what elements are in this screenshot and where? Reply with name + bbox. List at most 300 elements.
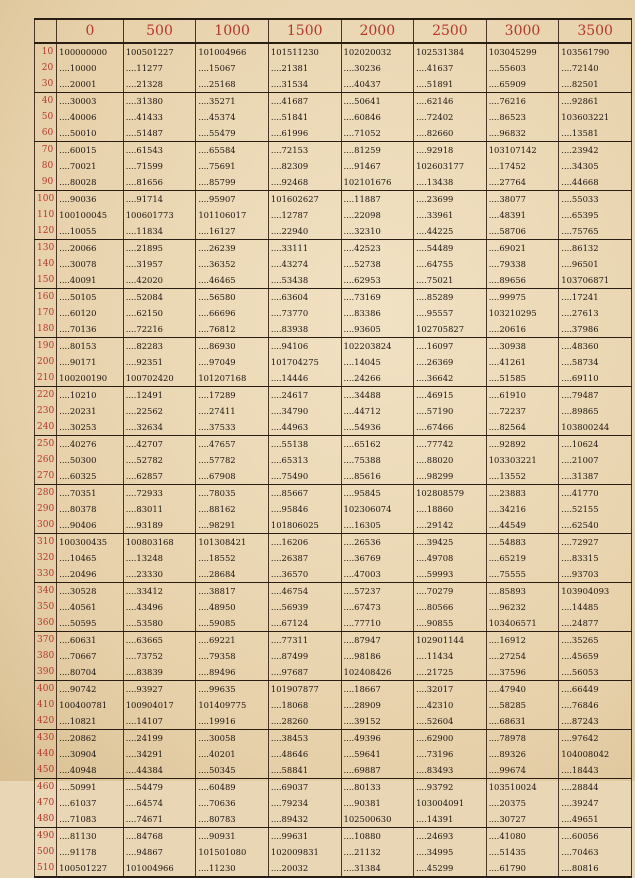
table-cell: ....37596 — [486, 664, 559, 681]
table-cell: ....62540 — [559, 517, 632, 534]
table-cell: ....68631 — [486, 713, 559, 730]
table-cell: ....85667 — [268, 485, 341, 502]
table-cell: ....50010 — [57, 125, 124, 142]
table-cell: ....80816 — [559, 860, 632, 877]
table-cell: ....62150 — [123, 305, 196, 321]
table-cell: ....43274 — [268, 256, 341, 272]
table-cell: ....26387 — [268, 550, 341, 566]
table-cell: ....80133 — [341, 779, 414, 796]
table-cell: ....39247 — [559, 795, 632, 811]
table-cell: ....94867 — [123, 844, 196, 860]
table-cell: ....60631 — [57, 632, 124, 649]
table-cell: ....31534 — [268, 76, 341, 93]
table-cell: ....96501 — [559, 256, 632, 272]
table-cell: ....79358 — [196, 648, 269, 664]
table-cell: 101511230 — [268, 43, 341, 60]
table-row — [35, 387, 632, 404]
table-cell: ....21895 — [123, 240, 196, 257]
table-cell: ....87499 — [268, 648, 341, 664]
table-cell: ....82564 — [486, 419, 559, 436]
table-cell: ....75021 — [414, 272, 487, 289]
table-cell: ....16097 — [414, 338, 487, 355]
table-cell: ....67473 — [341, 599, 414, 615]
table-cell: ....17241 — [559, 289, 632, 306]
table-cell: 103510024 — [486, 779, 559, 796]
table-cell: ....86132 — [559, 240, 632, 257]
table-cell: ....23942 — [559, 142, 632, 159]
table-cell: ....99635 — [196, 681, 269, 698]
table-cell: ....18068 — [268, 697, 341, 713]
table-cell: 102808579 — [414, 485, 487, 502]
table-row — [35, 468, 632, 485]
table-cell: ....43496 — [123, 599, 196, 615]
table-cell: ....40201 — [196, 746, 269, 762]
table-cell: ....40091 — [57, 272, 124, 289]
table-cell: ....73196 — [414, 746, 487, 762]
table-cell: ....18443 — [559, 762, 632, 779]
row-label: 350 — [35, 599, 57, 615]
table-cell: ....45659 — [559, 648, 632, 664]
table-cell: ....93927 — [123, 681, 196, 698]
table-cell: ....27764 — [486, 174, 559, 191]
table-row — [35, 370, 632, 387]
table-cell: ....23883 — [486, 485, 559, 502]
table-cell: 103904093 — [559, 583, 632, 600]
table-row — [35, 534, 632, 551]
table-cell: ....42310 — [414, 697, 487, 713]
table-row — [35, 681, 632, 698]
table-cell: ....46465 — [196, 272, 269, 289]
table-cell: ....74671 — [123, 811, 196, 828]
table-cell: ....78978 — [486, 730, 559, 747]
table-cell: ....29142 — [414, 517, 487, 534]
table-cell: ....42020 — [123, 272, 196, 289]
table-cell: 102531384 — [414, 43, 487, 60]
table-cell: ....84768 — [123, 828, 196, 845]
row-label: 40 — [35, 93, 57, 110]
column-header: 3000 — [486, 19, 559, 43]
table-row — [35, 615, 632, 632]
table-cell: ....39425 — [414, 534, 487, 551]
table-row — [35, 713, 632, 730]
row-label: 400 — [35, 681, 57, 698]
row-label: 440 — [35, 746, 57, 762]
table-cell: ....90742 — [57, 681, 124, 698]
table-cell: ....44712 — [341, 403, 414, 419]
row-label: 90 — [35, 174, 57, 191]
table-cell: ....27254 — [486, 648, 559, 664]
row-label: 250 — [35, 436, 57, 453]
table-cell: ....85799 — [196, 174, 269, 191]
table-row — [35, 191, 632, 208]
table-cell: ....54479 — [123, 779, 196, 796]
table-cell: ....63604 — [268, 289, 341, 306]
table-cell: ....55033 — [559, 191, 632, 208]
table-cell: 101907877 — [268, 681, 341, 698]
table-cell: ....33111 — [268, 240, 341, 257]
table-cell: ....75490 — [268, 468, 341, 485]
table-cell: ....20231 — [57, 403, 124, 419]
table-cell: ....80028 — [57, 174, 124, 191]
table-cell: ....77742 — [414, 436, 487, 453]
table-cell: ....65219 — [486, 550, 559, 566]
table-cell: ....50595 — [57, 615, 124, 632]
table-cell: ....30528 — [57, 583, 124, 600]
table-row — [35, 762, 632, 779]
table-cell: ....85616 — [341, 468, 414, 485]
table-cell: ....11277 — [123, 60, 196, 76]
table-cell: ....50105 — [57, 289, 124, 306]
table-cell: ....36769 — [341, 550, 414, 566]
header-corner — [35, 19, 57, 43]
column-header: 2500 — [414, 19, 487, 43]
table-cell: ....80153 — [57, 338, 124, 355]
table-cell: ....72933 — [123, 485, 196, 502]
table-cell: ....33961 — [414, 207, 487, 223]
table-cell: ....99674 — [486, 762, 559, 779]
table-row — [35, 566, 632, 583]
table-cell: ....56939 — [268, 599, 341, 615]
table-cell: ....30253 — [57, 419, 124, 436]
table-cell: 100501227 — [123, 43, 196, 60]
table-cell: 103706871 — [559, 272, 632, 289]
table-cell: ....38817 — [196, 583, 269, 600]
table-cell: ....41637 — [414, 60, 487, 76]
table-cell: ....28909 — [341, 697, 414, 713]
table-cell: ....12787 — [268, 207, 341, 223]
table-cell: ....44668 — [559, 174, 632, 191]
table-row — [35, 844, 632, 860]
table-cell: ....10624 — [559, 436, 632, 453]
table-cell: 101602627 — [268, 191, 341, 208]
table-cell: ....98186 — [341, 648, 414, 664]
column-header: 500 — [123, 19, 196, 43]
table-cell: ....22940 — [268, 223, 341, 240]
table-cell: ....83839 — [123, 664, 196, 681]
table-cell: ....30904 — [57, 746, 124, 762]
table-cell: ....91178 — [57, 844, 124, 860]
table-cell: 102603177 — [414, 158, 487, 174]
table-cell: ....87243 — [559, 713, 632, 730]
table-cell: ....32310 — [341, 223, 414, 240]
table-cell: ....24617 — [268, 387, 341, 404]
table-cell: 103107142 — [486, 142, 559, 159]
table-cell: ....52738 — [341, 256, 414, 272]
table-row — [35, 485, 632, 502]
table-cell: 103004091 — [414, 795, 487, 811]
table-cell: ....77311 — [268, 632, 341, 649]
table-row — [35, 599, 632, 615]
table-cell: ....80704 — [57, 664, 124, 681]
table-cell: ....92918 — [414, 142, 487, 159]
table-cell: ....12491 — [123, 387, 196, 404]
table-cell: ....69037 — [268, 779, 341, 796]
table-cell: ....40948 — [57, 762, 124, 779]
table-cell: ....59641 — [341, 746, 414, 762]
table-cell: ....48646 — [268, 746, 341, 762]
table-row — [35, 305, 632, 321]
row-label: 190 — [35, 338, 57, 355]
table-cell: 102500630 — [341, 811, 414, 828]
table-cell: ....90036 — [57, 191, 124, 208]
table-row — [35, 648, 632, 664]
table-cell: ....57190 — [414, 403, 487, 419]
table-cell: ....46754 — [268, 583, 341, 600]
table-cell: ....11230 — [196, 860, 269, 877]
row-label: 30 — [35, 76, 57, 93]
table-cell: ....82309 — [268, 158, 341, 174]
table-cell: ....27411 — [196, 403, 269, 419]
table-cell: ....10465 — [57, 550, 124, 566]
table-cell: ....88020 — [414, 452, 487, 468]
table-cell: ....27613 — [559, 305, 632, 321]
table-cell: ....71052 — [341, 125, 414, 142]
table-row — [35, 354, 632, 370]
table-cell: ....69021 — [486, 240, 559, 257]
table-cell: ....65909 — [486, 76, 559, 93]
table-cell: ....83493 — [414, 762, 487, 779]
row-label: 420 — [35, 713, 57, 730]
table-cell: 100000000 — [57, 43, 124, 60]
table-cell: 101004966 — [123, 860, 196, 877]
row-label: 230 — [35, 403, 57, 419]
table-cell: 100501227 — [57, 860, 124, 877]
table-cell: ....18667 — [341, 681, 414, 698]
column-header: 3500 — [559, 19, 632, 43]
table-cell: ....14446 — [268, 370, 341, 387]
table-cell: ....97687 — [268, 664, 341, 681]
table-cell: ....34488 — [341, 387, 414, 404]
table-cell: 102408426 — [341, 664, 414, 681]
table-cell: 103210295 — [486, 305, 559, 321]
table-row — [35, 60, 632, 76]
table-cell: ....11887 — [341, 191, 414, 208]
table-cell: ....99631 — [268, 828, 341, 845]
table-cell: ....44225 — [414, 223, 487, 240]
table-cell: ....57782 — [196, 452, 269, 468]
table-cell: ....96832 — [486, 125, 559, 142]
row-label: 50 — [35, 109, 57, 125]
table-cell: ....44384 — [123, 762, 196, 779]
column-header: 2000 — [341, 19, 414, 43]
table-cell: ....70636 — [196, 795, 269, 811]
row-label: 260 — [35, 452, 57, 468]
table-cell: 103045299 — [486, 43, 559, 60]
table-cell: ....55603 — [486, 60, 559, 76]
table-cell: ....71599 — [123, 158, 196, 174]
table-cell: ....21132 — [341, 844, 414, 860]
table-body — [35, 43, 632, 877]
row-label: 470 — [35, 795, 57, 811]
table-row — [35, 501, 632, 517]
table-cell: ....81130 — [57, 828, 124, 845]
table-cell: ....19916 — [196, 713, 269, 730]
row-label: 180 — [35, 321, 57, 338]
table-cell: ....60846 — [341, 109, 414, 125]
header-row — [35, 19, 632, 43]
row-label: 450 — [35, 762, 57, 779]
table-cell: ....44963 — [268, 419, 341, 436]
table-cell: ....40561 — [57, 599, 124, 615]
table-cell: ....31380 — [123, 93, 196, 110]
row-label: 80 — [35, 158, 57, 174]
table-cell: ....77710 — [341, 615, 414, 632]
table-row — [35, 240, 632, 257]
table-row — [35, 730, 632, 747]
table-cell: ....37986 — [559, 321, 632, 338]
table-cell: ....90171 — [57, 354, 124, 370]
table-cell: ....58841 — [268, 762, 341, 779]
row-label: 290 — [35, 501, 57, 517]
table-cell: ....59993 — [414, 566, 487, 583]
table-row — [35, 142, 632, 159]
table-cell: ....42707 — [123, 436, 196, 453]
table-cell: 100702420 — [123, 370, 196, 387]
table-cell: ....60489 — [196, 779, 269, 796]
table-cell: ....70463 — [559, 844, 632, 860]
table-cell: ....93605 — [341, 321, 414, 338]
table-cell: ....95846 — [268, 501, 341, 517]
table-row — [35, 452, 632, 468]
table-cell: ....26369 — [414, 354, 487, 370]
table-cell: 102101676 — [341, 174, 414, 191]
table-cell: ....10880 — [341, 828, 414, 845]
table-cell: ....39152 — [341, 713, 414, 730]
row-label: 150 — [35, 272, 57, 289]
table-cell: ....85289 — [414, 289, 487, 306]
table-cell: ....47657 — [196, 436, 269, 453]
table-cell: ....22562 — [123, 403, 196, 419]
table-cell: ....55138 — [268, 436, 341, 453]
table-row — [35, 697, 632, 713]
table-cell: ....61037 — [57, 795, 124, 811]
table-cell: ....40006 — [57, 109, 124, 125]
table-row — [35, 583, 632, 600]
table-cell: ....48391 — [486, 207, 559, 223]
table-cell: 100400781 — [57, 697, 124, 713]
table-cell: 103406571 — [486, 615, 559, 632]
table-cell: ....34305 — [559, 158, 632, 174]
table-cell: 103303221 — [486, 452, 559, 468]
table-cell: ....98299 — [414, 468, 487, 485]
table-cell: ....73169 — [341, 289, 414, 306]
table-cell: ....57237 — [341, 583, 414, 600]
row-label: 480 — [35, 811, 57, 828]
table-cell: ....17452 — [486, 158, 559, 174]
table-cell: 102705827 — [414, 321, 487, 338]
table-row — [35, 174, 632, 191]
table-cell: ....37533 — [196, 419, 269, 436]
table-cell: ....10000 — [57, 60, 124, 76]
table-cell: ....51435 — [486, 844, 559, 860]
table-cell: ....79338 — [486, 256, 559, 272]
table-cell: ....89656 — [486, 272, 559, 289]
table-cell: ....26239 — [196, 240, 269, 257]
table-row — [35, 828, 632, 845]
table-cell: ....73752 — [123, 648, 196, 664]
row-label: 20 — [35, 60, 57, 76]
table-cell: ....61910 — [486, 387, 559, 404]
row-label: 340 — [35, 583, 57, 600]
table-cell: 101004966 — [196, 43, 269, 60]
table-cell: ....76812 — [196, 321, 269, 338]
row-label: 380 — [35, 648, 57, 664]
row-label: 140 — [35, 256, 57, 272]
table-cell: ....24693 — [414, 828, 487, 845]
row-label: 510 — [35, 860, 57, 877]
table-cell: ....79234 — [268, 795, 341, 811]
table-cell: 101308421 — [196, 534, 269, 551]
table-cell: ....73770 — [268, 305, 341, 321]
table-cell: 103561790 — [559, 43, 632, 60]
table-row — [35, 93, 632, 110]
table-cell: ....60015 — [57, 142, 124, 159]
table-row — [35, 43, 632, 60]
row-label: 410 — [35, 697, 57, 713]
table-cell: ....58285 — [486, 697, 559, 713]
table-cell: 100601773 — [123, 207, 196, 223]
row-label: 210 — [35, 370, 57, 387]
table-cell: ....82660 — [414, 125, 487, 142]
table-cell: ....20862 — [57, 730, 124, 747]
table-cell: ....81656 — [123, 174, 196, 191]
table-cell: ....45299 — [414, 860, 487, 877]
table-cell: ....58706 — [486, 223, 559, 240]
table-cell: ....30003 — [57, 93, 124, 110]
table-cell: ....98291 — [196, 517, 269, 534]
table-cell: ....97642 — [559, 730, 632, 747]
table-cell: ....30058 — [196, 730, 269, 747]
table-row — [35, 436, 632, 453]
table-cell: ....51891 — [414, 76, 487, 93]
table-cell: 100300435 — [57, 534, 124, 551]
table-cell: ....54936 — [341, 419, 414, 436]
table-cell: ....24877 — [559, 615, 632, 632]
table-cell: 101106017 — [196, 207, 269, 223]
table-row — [35, 321, 632, 338]
table-cell: ....30078 — [57, 256, 124, 272]
table-cell: ....76216 — [486, 93, 559, 110]
table-cell: ....92861 — [559, 93, 632, 110]
table-cell: ....17289 — [196, 387, 269, 404]
table-cell: ....70136 — [57, 321, 124, 338]
table-cell: ....66696 — [196, 305, 269, 321]
table-cell: ....34216 — [486, 501, 559, 517]
row-label: 490 — [35, 828, 57, 845]
table-cell: ....13438 — [414, 174, 487, 191]
row-label: 120 — [35, 223, 57, 240]
table-cell: ....32634 — [123, 419, 196, 436]
table-cell: ....87947 — [341, 632, 414, 649]
table-cell: ....23330 — [123, 566, 196, 583]
table-cell: ....14485 — [559, 599, 632, 615]
table-cell: ....89432 — [268, 811, 341, 828]
table-cell: ....15067 — [196, 60, 269, 76]
table-cell: ....22098 — [341, 207, 414, 223]
table-cell: ....49708 — [414, 550, 487, 566]
row-label: 10 — [35, 43, 57, 60]
table-row — [35, 795, 632, 811]
table-cell: ....20001 — [57, 76, 124, 93]
table-cell: ....18552 — [196, 550, 269, 566]
table-cell: ....89865 — [559, 403, 632, 419]
table-cell: ....49651 — [559, 811, 632, 828]
table-cell: ....41261 — [486, 354, 559, 370]
table-cell: ....38077 — [486, 191, 559, 208]
table-cell: ....53438 — [268, 272, 341, 289]
table-cell: ....67124 — [268, 615, 341, 632]
table-cell: ....14045 — [341, 354, 414, 370]
